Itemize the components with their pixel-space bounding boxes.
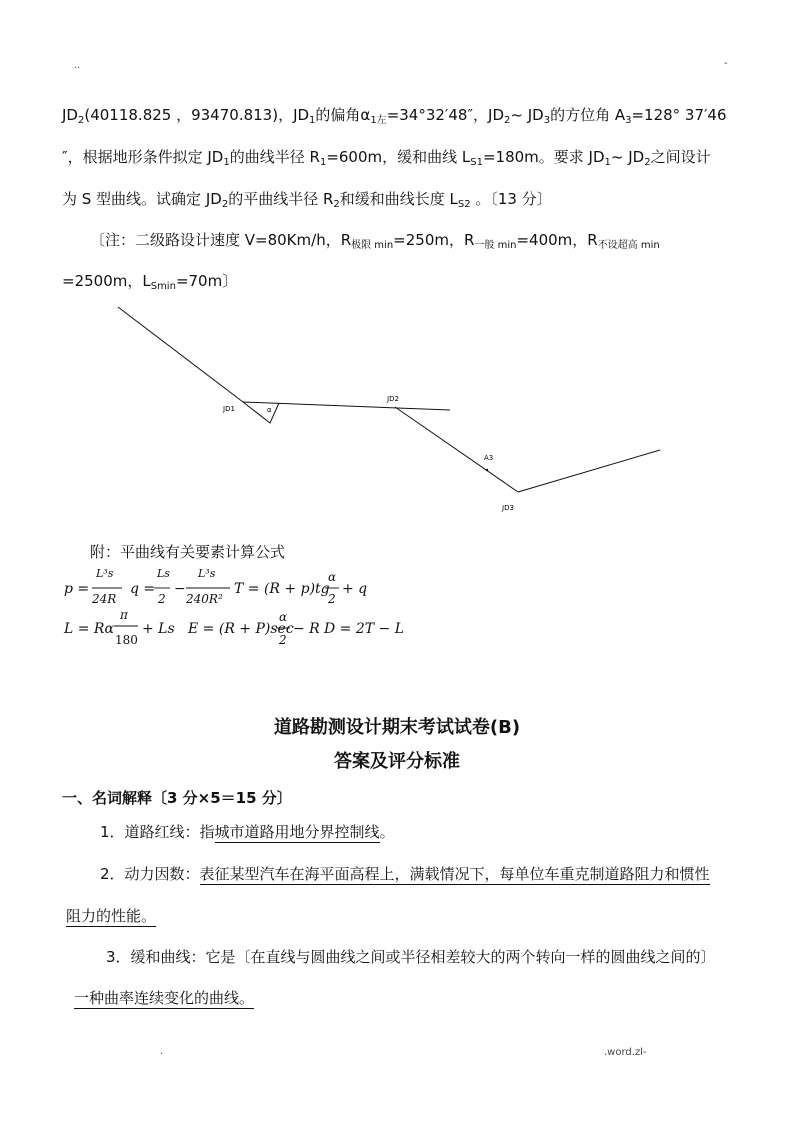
- answer-item-1: 1．道路红线：指城市道路用地分界控制线。: [100, 823, 395, 841]
- problem-note-1: 〔注：二级路设计速度 V=80Km/h，$R_{极限 min}=250m$，$R_{一般 min}=400m$，$R_{不设超高 min}$: [90, 231, 660, 251]
- problem-line-2: ″，根据地形条件拟定 $JD_1$的曲线半径 $R_1=600m$，缓和曲线 $L_{S1}=180m$。要求 $JD_1\sim$ $JD_2$之间设计: [62, 148, 711, 168]
- tangent-line-jd1-jd2: [243, 402, 450, 410]
- formula-e-den: 2: [279, 633, 287, 647]
- formula-e-num: α: [279, 610, 288, 624]
- section-1-heading: 一、名词解释〔3 分×5＝15 分〕: [62, 789, 292, 807]
- formula-l-lhs: L = Rα: [64, 621, 114, 637]
- header-right-mark: -: [724, 58, 728, 69]
- formula-q-num2: L³s: [198, 567, 216, 580]
- answer-item-2: 2．动力因数：表征某型汽车在海平面高程上，满载情况下，每单位车重克制道路阻力和惯性: [100, 865, 710, 883]
- formula-p-num: L³s: [96, 567, 114, 580]
- formula-t-tail: + q: [342, 581, 368, 597]
- angle-label: α: [267, 406, 272, 414]
- formula-t-lhs: T = (R + p)tg: [234, 581, 330, 597]
- formula-l-num: π: [120, 608, 128, 622]
- appendix-heading: 附：平曲线有关要素计算公式: [90, 543, 286, 561]
- route-diagram: [0, 295, 794, 525]
- formula-block: [58, 562, 478, 654]
- tangent-line-4: [518, 450, 660, 492]
- tangent-line-1: [118, 307, 243, 402]
- formula-t-den: 2: [328, 592, 336, 606]
- formula-l-den: 180: [115, 633, 138, 647]
- jd1-label: JD1: [223, 405, 235, 413]
- header-left-mark: ..: [74, 60, 81, 71]
- answer-title-2: 答案及评分标准: [334, 751, 460, 772]
- formula-p-den: 24R: [92, 592, 117, 606]
- tangent-line-jd2-jd3: [395, 407, 518, 492]
- problem-note-2: =2500m，$L_{Smin}=70m$〕: [62, 272, 238, 292]
- footer-right-text: .word.zl-: [604, 1047, 647, 1058]
- jd3-label: JD3: [502, 504, 514, 512]
- azimuth-label: A3: [484, 454, 494, 462]
- jd2-label: JD2: [387, 395, 399, 403]
- formula-e-tail: − R: [293, 621, 320, 637]
- formula-q-den2: 240R²: [186, 592, 223, 606]
- answer-item-2-cont: 阻力的性能。: [66, 907, 157, 925]
- answer-item-3-cont: 一种曲率连续变化的曲线。: [74, 989, 255, 1007]
- formula-q-lhs: q =: [130, 581, 156, 597]
- formula-q-num1: Ls: [157, 567, 170, 580]
- formula-d: D = 2T − L: [324, 621, 405, 637]
- formula-l-tail: + Ls: [142, 621, 175, 637]
- problem-line-3: 为 S 型曲线。试确定 $JD_2$的平曲线半径 $R_2$和缓和曲线长度 $L_{S2}$ 。〔13 分〕: [62, 190, 552, 210]
- formula-p-lhs: p =: [64, 581, 90, 597]
- formula-t-num: α: [328, 570, 337, 584]
- problem-line-1: $JD_2(40118.825$ ，93470.813)，$JD_1$的偏角$\alpha_{1左}=34^\circ 32'48''$，$JD_2\sim$ $JD_3$的方位角 $A_3=128^\circ$ 37′46: [62, 106, 727, 126]
- answer-title-1: 道路勘测设计期末考试试卷(B): [273, 717, 521, 738]
- answer-item-3: 3．缓和曲线：它是〔在直线与圆曲线之间或半径相差较大的两个转向一样的圆曲线之间的〕: [106, 948, 716, 966]
- formula-q-minus: −: [174, 581, 186, 597]
- azimuth-point: [486, 469, 488, 471]
- formula-e-lhs: E = (R + P)sec: [188, 621, 294, 637]
- footer-left-mark: .: [160, 1046, 164, 1057]
- formula-q-den1: 2: [158, 592, 166, 606]
- deflection-angle-mark: [243, 402, 279, 423]
